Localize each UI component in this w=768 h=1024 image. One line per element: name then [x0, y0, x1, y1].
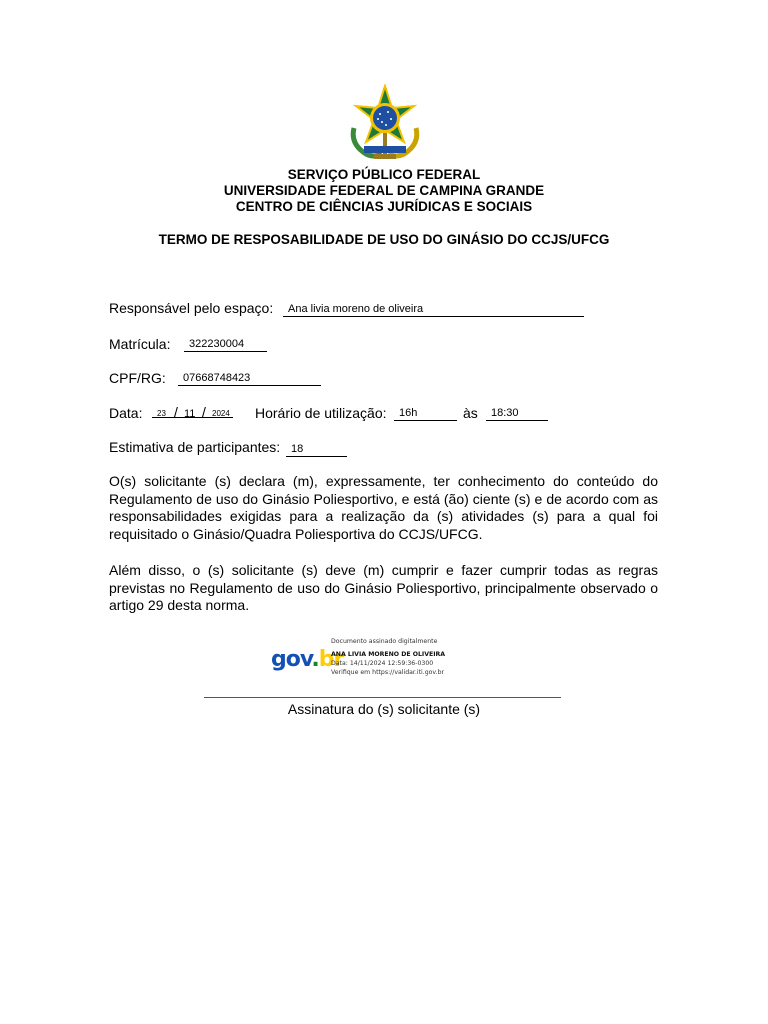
signature-caption: Assinatura do (s) solicitante (s): [287, 701, 481, 717]
date-separator: /: [202, 404, 206, 420]
header-line-university: UNIVERSIDADE FEDERAL DE CAMPINA GRANDE: [223, 183, 545, 198]
matricula-label: Matrícula:: [109, 336, 171, 352]
horario-start-field: 16h: [394, 407, 457, 421]
signature-verify-link[interactable]: Verifique em https://validar.iti.gov.br: [331, 669, 445, 676]
paragraph-line: previstas no Regulamento de uso do Ginásio Poliesportivo, principalmente observado o: [109, 579, 658, 596]
paragraph-line: Além disso, o (s) solicitante (s) deve (m) cumprir e fazer cumprir todas as regras: [109, 562, 658, 578]
paragraph-line: O(s) solicitante (s) declara (m), expressamente, ter conhecimento do conteúdo do: [109, 473, 658, 489]
signer-name: ANA LIVIA MORENO DE OLIVEIRA: [331, 651, 446, 658]
declaration-paragraph: [109, 473, 658, 543]
signature-notice: Documento assinado digitalmente: [331, 638, 438, 645]
data-label: Data:: [109, 405, 143, 421]
govbr-logo-dot: .: [311, 647, 319, 672]
date-separator: /: [174, 404, 178, 420]
participantes-label: Estimativa de participantes:: [109, 439, 281, 455]
govbr-logo-gov: gov: [271, 647, 312, 672]
govbr-logo-br: br: [318, 647, 344, 672]
as-label: às: [463, 405, 478, 421]
date-month: 11: [184, 408, 196, 420]
brazil-coat-of-arms: [344, 84, 426, 162]
cpf-label: CPF/RG:: [109, 370, 166, 386]
header-line-center: CENTRO DE CIÊNCIAS JURÍDICAS E SOCIAIS: [235, 199, 533, 214]
date-year: 2024: [212, 409, 230, 418]
obligation-paragraph: [109, 562, 658, 615]
cpf-field: 07668748423: [178, 372, 321, 386]
header-line-service: SERVIÇO PÚBLICO FEDERAL: [287, 167, 481, 182]
date-day: 23: [157, 409, 166, 418]
responsavel-label: Responsável pelo espaço:: [109, 300, 274, 316]
horario-end-field: 18:30: [486, 407, 548, 421]
document-title: TERMO DE RESPOSABILIDADE DE USO DO GINÁSIO DO CCJS/UFCG: [158, 232, 610, 247]
participantes-field: 18: [286, 443, 347, 457]
responsavel-field: Ana livia moreno de oliveira: [283, 303, 584, 317]
paragraph-line: artigo 29 desta norma.: [109, 597, 250, 613]
horario-label: Horário de utilização:: [255, 405, 387, 421]
matricula-field: 322230004: [184, 338, 267, 352]
paragraph-line: Regulamento de uso do Ginásio Poliesportivo, e está (ão) ciente (s) e de acordo com as: [109, 490, 658, 507]
paragraph-line: requisitado o Ginásio/Quadra Poliesportiva do CCJS/UFCG.: [109, 525, 483, 542]
signature-date: Data: 14/11/2024 12:59:36-0300: [331, 660, 434, 667]
paragraph-line: responsabilidades exigidas para a realização da (s) atividades (s) para a qual foi: [109, 508, 658, 524]
signature-line: [204, 697, 561, 698]
